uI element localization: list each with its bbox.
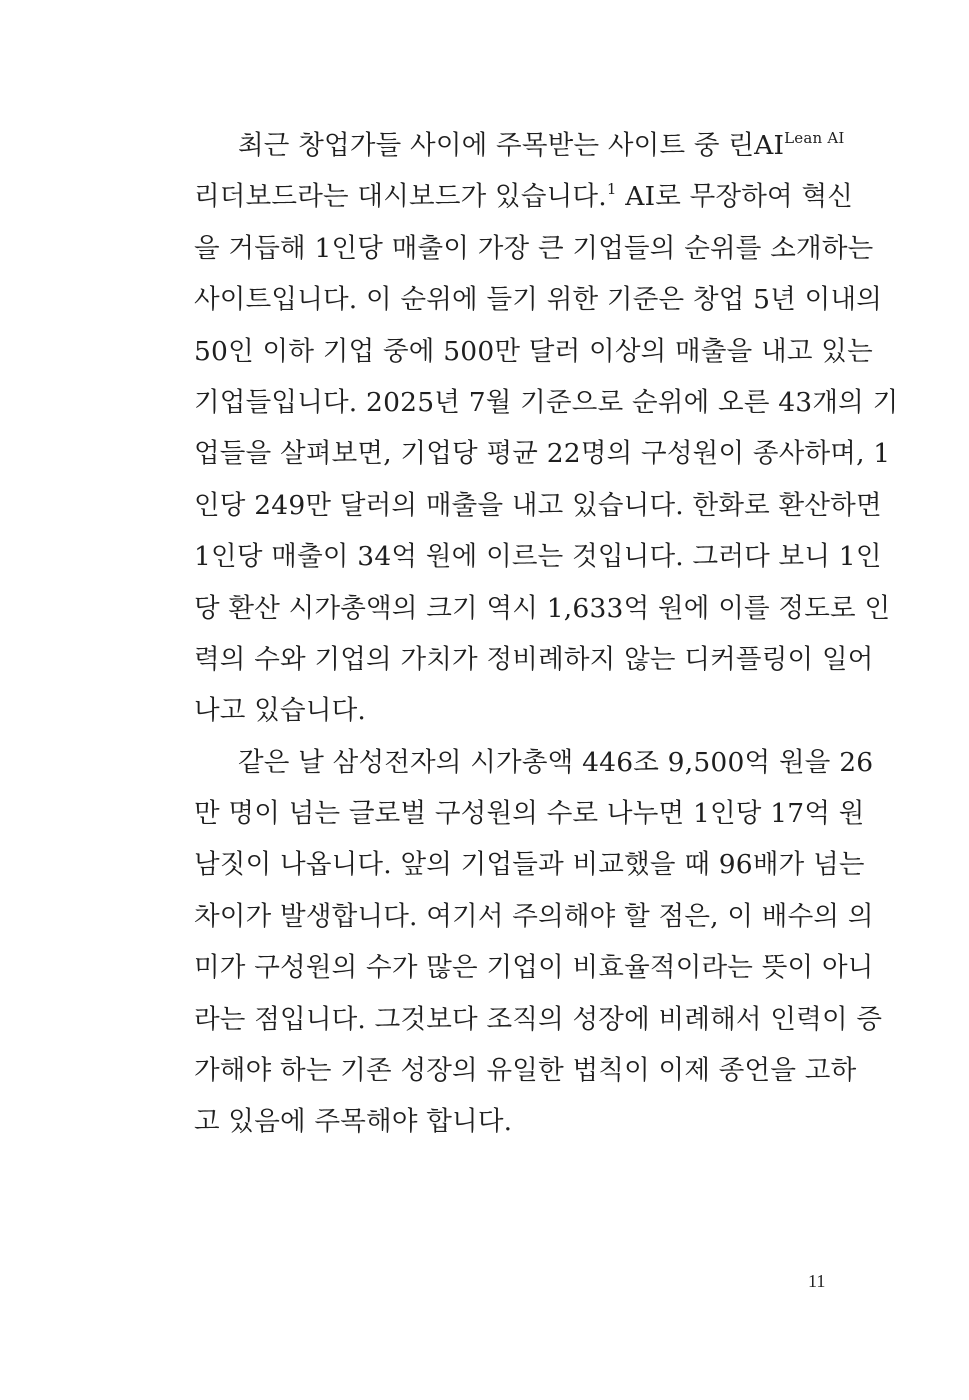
paragraph-1-line-5: 50인 이하 기업 중에 500만 달러 이상의 매출을 내고 있는 xyxy=(194,335,873,367)
paragraph-1-line-11: 력의 수와 기업의 가치가 정비례하지 않는 디커플링이 일어 xyxy=(194,643,874,675)
paragraph-2-line-6: 라는 점입니다. 그것보다 조직의 성장에 비례해서 인력이 증 xyxy=(194,1003,883,1035)
paragraph-1-line-10: 당 환산 시가총액의 크기 역시 1,633억 원에 이를 정도로 인 xyxy=(194,592,891,624)
page-number: 11 xyxy=(808,1271,826,1291)
paragraph-1-line-12: 나고 있습니다. xyxy=(194,695,367,727)
paragraph-2-line-7: 가해야 하는 기존 성장의 유일한 법칙이 이제 종언을 고하 xyxy=(194,1055,857,1087)
lean-ai-superscript: Lean AI xyxy=(784,129,845,147)
paragraph-2-line-4: 차이가 발생합니다. 여기서 주의해야 할 점은, 이 배수의 의 xyxy=(194,900,874,932)
paragraph-1-line-6: 기업들입니다. 2025년 7월 기준으로 순위에 오른 43개의 기 xyxy=(194,386,899,418)
paragraph-1-line-3: 을 거듭해 1인당 매출이 가장 큰 기업들의 순위를 소개하는 xyxy=(194,232,874,264)
body-text xyxy=(194,120,899,1148)
footnote-marker: 1 xyxy=(606,180,617,199)
paragraph-2-line-5: 미가 구성원의 수가 많은 기업이 비효율적이라는 뜻이 아니 xyxy=(194,952,874,984)
paragraph-1-line-1: 최근 창업가들 사이에 주목받는 사이트 중 린$AI^{Lean AI}$ xyxy=(238,129,845,161)
paragraph-1-line-9: 1인당 매출이 34억 원에 이르는 것입니다. 그러다 보니 1인 xyxy=(194,541,882,573)
paragraph-2-line-1: 같은 날 삼성전자의 시가총액 446조 9,500억 원을 26 xyxy=(238,746,874,778)
paragraph-2-line-2: 만 명이 넘는 글로벌 구성원의 수로 나누면 1인당 17억 원 xyxy=(194,798,865,830)
paragraph-1-line-4: 사이트입니다. 이 순위에 들기 위한 기준은 창업 5년 이내의 xyxy=(194,284,883,316)
paragraph-1-line-8: 인당 249만 달러의 매출을 내고 있습니다. 한화로 환산하면 xyxy=(194,489,882,521)
paragraph-2-line-3: 남짓이 나옵니다. 앞의 기업들과 비교했을 때 96배가 넘는 xyxy=(194,849,865,881)
paragraph-1-line-7: 업들을 살펴보면, 기업당 평균 22명의 구성원이 종사하며, 1 xyxy=(194,438,891,470)
paragraph-1-line-2: 리더보드라는 대시보드가 있습니다.$^1$ AI로 무장하여 혁신 xyxy=(194,180,854,213)
paragraph-2-line-8: 고 있음에 주목해야 합니다. xyxy=(194,1106,513,1138)
